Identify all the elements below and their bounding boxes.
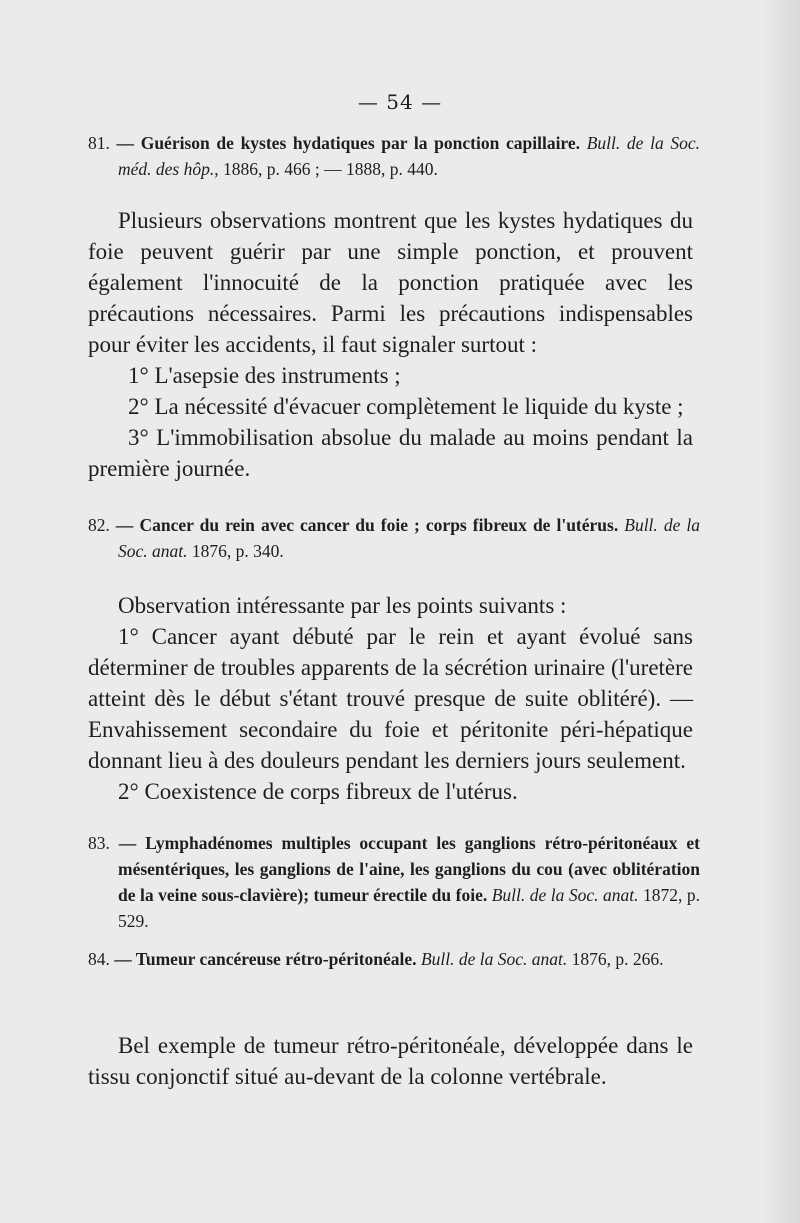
reference-81-title: — Guérison de kystes hydatiques par la ponction capillaire. <box>109 133 581 153</box>
reference-81-details: , 1886, p. 466 ; — 1888, p. 440. <box>214 159 438 179</box>
reference-entry-82 <box>88 512 700 564</box>
reference-83-journal: Bull. de la Soc. anat. <box>487 885 639 905</box>
commentary-81-item-1: 1° L'asepsie des instruments ; <box>128 363 401 388</box>
reference-entry-81 <box>88 130 700 182</box>
reference-82-text <box>88 512 700 564</box>
reference-82-title: — Cancer du rein avec cancer du foie ; corps fibreux de l'utérus. <box>109 515 619 535</box>
reference-82-details: 1876, p. 340. <box>187 541 284 561</box>
commentary-84 <box>88 1030 693 1092</box>
page-number: — 54 — <box>357 90 443 114</box>
reference-84-text <box>88 946 700 972</box>
reference-82-journal: Bull. de la Soc. anat. <box>118 515 701 561</box>
reference-83-details: 1872, p. 529. <box>118 885 701 931</box>
commentary-82-intro: Observation intéressante par les points suivants : <box>118 593 567 618</box>
reference-83-title: — Lymphadénomes multiples occupant les ganglions rétro-péritonéaux et mésentériques, les ganglions de l'aine, les ganglions du cou (avec oblitération de la veine sous-clavière); tumeur érectile du foie. <box>109 833 700 905</box>
commentary-82-item-2: 2° Coexistence de corps fibreux de l'utérus. <box>118 779 518 804</box>
commentary-81-item-3: 3° L'immobilisation absolue du malade au moins pendant la première journée. <box>88 425 693 481</box>
reference-83-text <box>88 830 700 934</box>
reference-81-text <box>88 130 700 182</box>
commentary-82 <box>88 590 693 807</box>
reference-entry-83 <box>88 830 700 934</box>
commentary-81-intro: Plusieurs observations montrent que les kystes hydatiques du foie peuvent guérir par une simple ponction, et prouvent également l'innocuité de la ponction pratiquée avec les précautions nécessaires. Parmi les précautions indispensables pour éviter les accidents, il faut signaler surtout : <box>88 208 693 357</box>
commentary-81 <box>88 205 693 484</box>
commentary-84-text: Bel exemple de tumeur rétro-péritonéale, développée dans le tissu conjonctif situé au-devant de la colonne vertébrale. <box>88 1033 693 1089</box>
reference-81-journal: Bull. de la Soc. méd. des hôp. <box>118 133 700 179</box>
reference-84-title: — Tumeur cancéreuse rétro-péritonéale. <box>109 949 417 969</box>
commentary-81-item-2: 2° La nécessité d'évacuer complètement le liquide du kyste ; <box>128 394 684 419</box>
reference-81-number: 81. <box>88 133 110 153</box>
reference-entry-84 <box>88 946 700 972</box>
reference-84-number: 84. <box>88 949 110 969</box>
reference-84-details: 1876, p. 266. <box>567 949 664 969</box>
reference-82-number: 82. <box>88 515 110 535</box>
reference-83-number: 83. <box>88 833 110 853</box>
commentary-82-item-1: 1° Cancer ayant débuté par le rein et ayant évolué sans déterminer de troubles apparents de la sécrétion urinaire (l'uretère atteint dès le début s'étant trouvé presque de suite oblitéré). — Envahissement secondaire du foie et péritonite péri-hépatique donnant lieu à des douleurs pendant les derniers jours seulement. <box>88 624 693 773</box>
reference-84-journal: Bull. de la Soc. anat. <box>416 949 568 969</box>
